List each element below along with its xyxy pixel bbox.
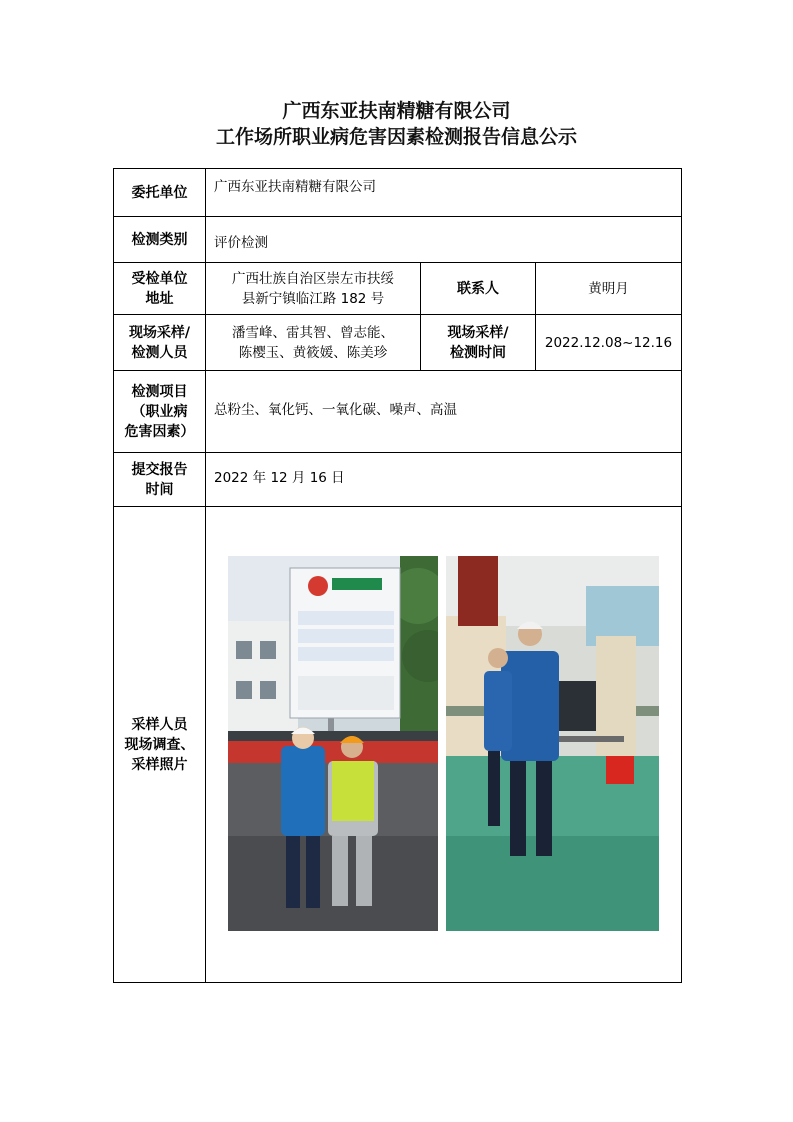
staff-label [114, 315, 205, 370]
site-survey-photo [228, 556, 438, 931]
address-label-line1: 受检单位 [131, 270, 188, 287]
time-value: 2022.12.08~12.16 [544, 334, 673, 351]
address-value-line1: 广西壮族自治区崇左市扶绥 [232, 270, 394, 287]
staff-value-line2: 陈樱玉、黄筱媛、陈美珍 [238, 344, 388, 361]
address-value-line2: 县新宁镇临江路 182 号 [241, 290, 385, 307]
items-label-line1: 检测项目 [131, 383, 188, 400]
address-label-line2: 地址 [145, 290, 174, 307]
address-label [114, 263, 205, 314]
photos-label [114, 507, 205, 982]
staff-label-line1: 现场采样/ [128, 324, 191, 341]
photos-label-line1: 采样人员 [131, 716, 188, 733]
category-value: 评价检测 [214, 235, 268, 251]
items-label-line2: （职业病 [131, 403, 188, 420]
time-label-line1: 现场采样/ [447, 324, 509, 341]
sampling-photo [446, 556, 659, 931]
page-title: 工作场所职业病危害因素检测报告信息公示 [215, 126, 577, 148]
time-label [421, 315, 535, 370]
photos-label-line2: 现场调查、 [124, 736, 195, 753]
staff-label-line2: 检测人员 [131, 344, 188, 361]
contact-label: 联系人 [457, 280, 499, 297]
address-value [206, 263, 420, 314]
report-label-line1: 提交报告 [131, 461, 188, 478]
time-label-line2: 检测时间 [450, 344, 506, 361]
staff-value-line1: 潘雪峰、雷其智、曾志能、 [232, 324, 394, 341]
category-label: 检测类别 [131, 231, 188, 248]
company-title: 广西东亚扶南精糖有限公司 [282, 100, 511, 122]
client-value: 广西东亚扶南精糖有限公司 [214, 179, 376, 195]
report-time-label [114, 453, 205, 506]
items-label [114, 371, 205, 452]
contact-value: 黄明月 [588, 280, 629, 297]
items-label-line3: 危害因素） [124, 423, 195, 440]
report-time-value: 2022 年 12 月 16 日 [214, 470, 345, 486]
client-label: 委托单位 [131, 184, 188, 201]
staff-value [206, 315, 420, 370]
items-value: 总粉尘、氧化钙、一氧化碳、噪声、高温 [214, 402, 457, 418]
report-label-line2: 时间 [145, 481, 174, 498]
photos-label-line3: 采样照片 [131, 756, 188, 773]
